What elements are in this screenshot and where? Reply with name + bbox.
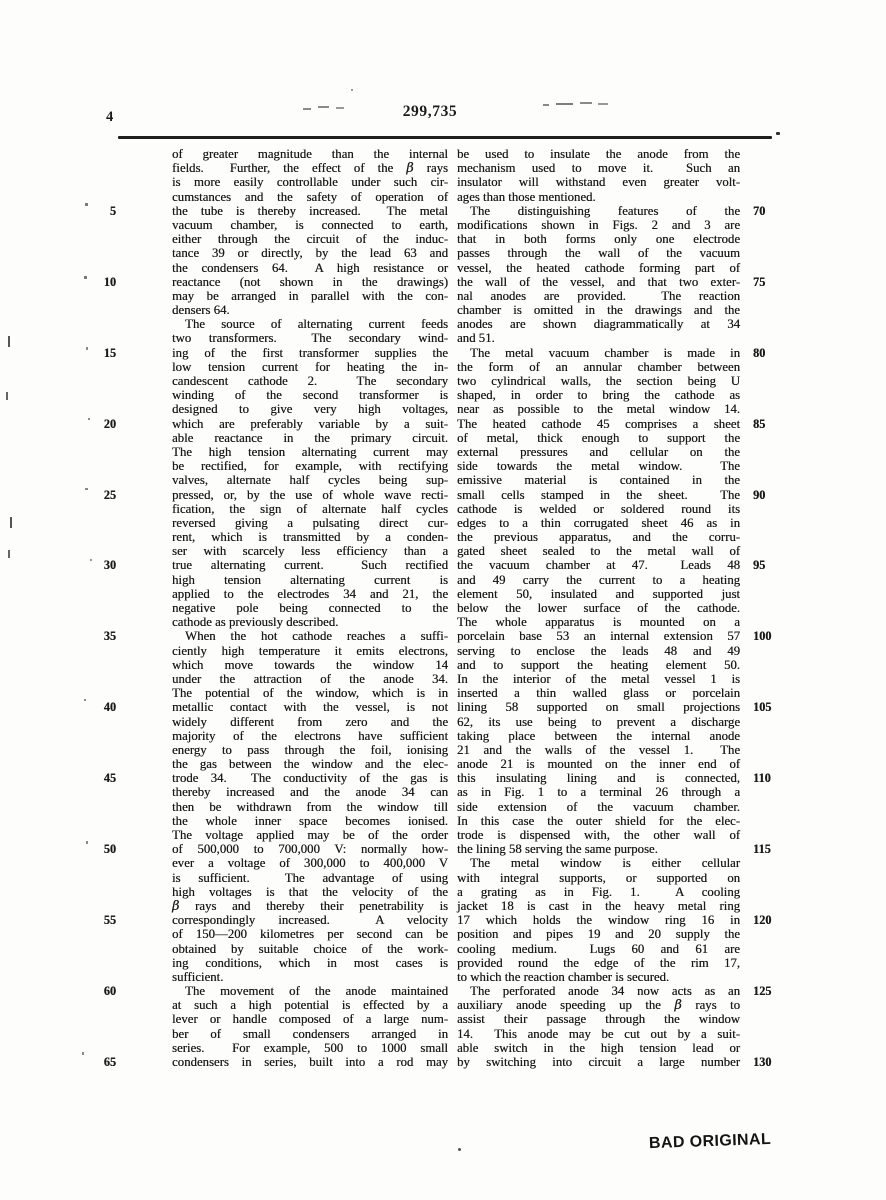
scan-artifact [84,276,87,279]
text-line: gated sheet sealed to the metal wall of [457,544,740,559]
text-line: chamber is omitted in the drawings and the [457,303,740,318]
line-number [88,530,116,544]
line-number [88,402,116,416]
text-line: lever or handle composed of a large num- [172,1012,448,1027]
text-line: ing of the first transformer supplies the [172,345,448,360]
line-number [753,431,783,445]
text-line: then be withdrawn from the window till [172,799,448,814]
line-number [88,388,116,402]
line-number [88,715,116,729]
line-number [753,1027,783,1041]
text-line: either through the circuit of the induc- [172,232,448,247]
scan-artifact [85,203,88,206]
line-number: 10 [103,274,116,289]
text-line: pressed, or, by the use of whole wave recti- [172,487,448,502]
text-line: of 500,000 to 700,000 V: normally how- [172,842,448,857]
text-line: side towards the metal window. The [457,459,740,474]
text-line: be rectified, for example, with rectifying [172,459,448,474]
line-number [88,261,116,275]
scan-artifact [88,418,90,420]
line-number [88,473,116,487]
line-number: 45 [103,771,116,786]
text-line: that in both forms only one electrode [457,232,740,247]
line-number [88,331,116,345]
text-line: The heated cathode 45 comprises a sheet [457,416,740,431]
text-line: ciently high temperature it emits electrons, [172,643,448,658]
line-number [753,374,783,388]
line-number: 40 [103,700,116,715]
text-line: sufficient. [172,969,224,984]
text-line: ing conditions, which in most cases is [172,955,448,970]
text-line: The source of alternating current feeds [185,317,448,332]
text-line: side extension of the vacuum chamber. [457,799,740,814]
right-column [457,147,740,1069]
line-number [88,303,116,317]
text-line: ber of small condensers arranged in [172,1026,448,1041]
text-line: In this case the outer shield for the elec- [457,813,740,828]
text-line: anode 21 is mounted on the inner end of [457,757,740,772]
line-number [753,970,783,984]
text-line: correspondingly increased. A velocity [172,913,448,928]
line-number [88,431,116,445]
scan-artifact [598,103,608,105]
line-number [753,785,783,799]
scan-artifact [8,336,10,347]
text-line: porcelain base 53 an internal extension 57 [457,629,740,644]
line-number [753,1041,783,1055]
line-number [88,1027,116,1041]
line-number [88,828,116,842]
line-number [753,729,783,743]
text-line: nal anodes are provided. The reaction [457,288,740,303]
line-number: 90 [753,487,766,502]
line-number: 75 [753,274,766,289]
text-line: shaped, in order to bring the cathode as [457,388,740,403]
line-number [753,615,783,629]
text-line: the vacuum chamber at 47. Leads 48 [457,558,740,573]
line-number: 25 [103,487,116,502]
left-column [172,147,448,1069]
bad-original-stamp: BAD ORIGINAL [648,1130,772,1153]
text-line: able switch in the high tension lead or [457,1040,740,1055]
line-number: 105 [753,700,772,715]
line-number [753,743,783,757]
text-line: which are preferably variable by a suit- [172,416,448,431]
line-number [88,814,116,828]
line-number: 70 [753,203,766,218]
page-number: 4 [106,109,114,125]
line-number [88,587,116,601]
text-line: the wall of the vessel, and that two exter- [457,274,740,289]
text-line: The metal vacuum chamber is made in [470,345,740,360]
text-line: of metal, thick enough to support the [457,430,740,445]
text-line: by switching into circuit a large number [457,1055,740,1069]
text-line: 21 and the walls of the vessel 1. The [457,742,740,757]
text-line: candescent cathode 2. The secondary [172,374,448,388]
line-number [88,686,116,700]
line-number: 55 [103,913,116,928]
scan-artifact [85,488,88,490]
text-line: passes through the wall of the vacuum [457,246,740,261]
line-number: 65 [103,1055,116,1069]
line-number [753,998,783,1012]
text-line: and 51. [457,331,495,346]
header-rule [118,136,772,139]
scan-artifact [86,347,88,350]
text-line: tance 39 or directly, by the lead 63 and [172,246,448,261]
line-number: 20 [103,416,116,431]
text-line: serving to enclose the leads 48 and 49 [457,643,740,658]
patent-number: 299,735 [402,103,458,120]
text-line: winding of the second transformer is [172,388,448,403]
line-number [88,970,116,984]
line-number: 30 [103,558,116,573]
header-rule-dot [776,132,780,135]
line-number [753,601,783,615]
text-line: of 150—200 kilometres per second can be [172,927,448,942]
line-number [88,856,116,870]
line-number: 85 [753,416,766,431]
text-line: element 50, insulated and supported just [457,586,740,601]
text-line: The perforated anode 34 now acts as an [470,984,740,999]
scan-artifact [90,559,92,561]
line-number: 50 [103,842,116,857]
text-line: The distinguishing features of the [470,203,740,218]
text-line: The movement of the anode maintained [185,984,448,999]
text-line: the form of an annular chamber between [457,359,740,374]
line-number [88,175,116,189]
line-number [88,885,116,899]
line-number [753,175,783,189]
line-number [753,814,783,828]
text-line: modifications shown in Figs. 2 and 3 are [457,217,740,232]
text-line: under the attraction of the anode 34. [172,671,448,686]
line-number [88,998,116,1012]
text-line: this insulating lining and is connected, [457,771,740,786]
text-line: valves, alternate half cycles being sup- [172,473,448,488]
text-line: thereby increased and the anode 34 can [172,785,448,800]
line-number [753,544,783,558]
text-line: cathode as previously described. [172,615,339,630]
scan-artifact [8,550,10,558]
line-number [88,246,116,260]
line-number [753,672,783,686]
line-number: 80 [753,345,766,360]
line-number [753,402,783,416]
scan-artifact [318,106,329,108]
line-number [88,956,116,970]
text-line: low tension current for heating the in- [172,359,448,374]
scan-artifact [458,1148,461,1151]
line-number [88,899,116,913]
text-line: The potential of the window, which is in [172,686,448,701]
text-line: ever a voltage of 300,000 to 400,000 V [172,856,448,871]
scan-artifact [82,1052,84,1055]
text-line: fields. Further, the effect of the β rays [172,161,448,177]
text-line: position and pipes 19 and 20 supply the [457,927,740,942]
text-line: The voltage applied may be of the order [172,828,448,842]
line-number [88,161,116,175]
text-line: In the interior of the metal vessel 1 is [457,671,740,686]
text-line: negative pole being connected to the [172,601,448,615]
text-line: reactance (not shown in the drawings) [172,274,448,289]
line-number [88,374,116,388]
line-number [88,942,116,956]
line-number [88,927,116,941]
line-number [753,261,783,275]
text-line: anodes are shown diagrammatically at 34 [457,317,740,332]
line-number [753,871,783,885]
text-line: 62, its use being to prevent a discharge [457,714,740,729]
text-line: edges to a thin corrugated sheet 46 as in [457,515,740,530]
text-line: a grating as in Fig. 1. A cooling [457,884,740,899]
line-number [88,459,116,473]
text-line: reversed giving a pulsating direct cur- [172,515,448,530]
line-number: 100 [753,629,772,644]
line-number [753,856,783,870]
line-number [88,871,116,885]
line-number [88,601,116,615]
text-line: auxiliary anode speeding up the β rays to [457,998,740,1014]
line-number: 35 [103,629,116,644]
text-line: and 49 carry the current to a heating [457,572,740,587]
line-number [753,757,783,771]
line-number: 60 [103,984,116,999]
line-number [753,246,783,260]
line-number: 125 [753,984,772,999]
text-line: β rays and thereby their penetrability is [172,898,448,914]
text-line: which move towards the window 14 [172,657,448,672]
line-number [88,658,116,672]
text-line: lining 58 supported on small projections [457,700,740,715]
line-number [753,942,783,956]
scan-artifact [303,108,311,110]
text-line: mechanism used to move it. Such an [457,161,740,176]
text-line: majority of the electrons have sufficient [172,728,448,743]
text-line: insulator will withstand even greater volt- [457,175,740,190]
text-line: The metal window is either cellular [470,856,740,871]
line-number [753,317,783,331]
line-number: 5 [109,203,116,218]
text-line: metallic contact with the vessel, is not [172,700,448,715]
scan-artifact [86,841,88,844]
line-number [753,658,783,672]
line-number: 15 [103,345,116,360]
text-line: cumstances and the safety of operation of [172,189,448,204]
line-number [88,289,116,303]
line-number [753,360,783,374]
line-number: 120 [753,913,772,928]
text-line: is more easily controllable under such cir- [172,175,448,190]
text-line: two transformers. The secondary wind- [172,331,448,346]
text-line: The whole apparatus is mounted on a [457,615,740,630]
text-line: the condensers 64. A high resistance or [172,260,448,275]
text-line: ages than those mentioned. [457,189,596,204]
line-number: 95 [753,558,766,573]
line-number [753,715,783,729]
scan-artifact [543,104,549,106]
text-line: below the lower surface of the cathode. [457,601,740,615]
text-line: trode 34. The conductivity of the gas is [172,771,448,786]
text-line: near as possible to the metal window 14. [457,402,740,417]
text-line: true alternating current. Such rectified [172,558,448,573]
text-line: may be arranged in parallel with the con- [172,288,448,303]
text-line: the previous apparatus, and the corru- [457,530,740,545]
text-line: small cells stamped in the sheet. The [457,487,740,502]
line-number [753,459,783,473]
text-line: and to support the heating element 50. [457,657,740,672]
line-number: 130 [753,1055,772,1069]
line-number [753,885,783,899]
text-line: the tube is thereby increased. The metal [172,203,448,218]
line-number [753,956,783,970]
text-line: to which the reaction chamber is secured. [457,969,670,984]
scan-artifact [6,392,8,400]
text-line: high voltages is that the velocity of the [172,884,448,899]
line-number: 115 [753,842,771,857]
text-line: with integral supports, or supported on [457,870,740,885]
line-number [753,644,783,658]
line-number [753,473,783,487]
line-number [88,317,116,331]
text-line: provided round the edge of the rim 17, [457,955,740,970]
text-line: applied to the electrodes 34 and 21, the [172,586,448,601]
text-line: emissive material is contained in the [457,473,740,488]
scan-artifact [84,699,86,701]
text-line: able reactance in the primary circuit. [172,430,448,445]
line-number [753,289,783,303]
scan-artifact [556,103,573,105]
text-line: The high tension alternating current may [172,444,448,459]
text-line: taking place between the internal anode [457,728,740,743]
line-number [88,785,116,799]
right-line-numbers [753,147,783,1069]
line-number [753,686,783,700]
text-line: designed to give very high voltages, [172,402,448,417]
line-number [753,800,783,814]
line-number [753,388,783,402]
line-number [753,147,783,161]
line-number [88,502,116,516]
line-number [753,502,783,516]
line-number [753,1012,783,1026]
line-number [88,573,116,587]
text-line: ser with scarcely less efficiency than a [172,544,448,559]
text-line: at such a high potential is effected by a [172,998,448,1013]
text-line: cooling medium. Lugs 60 and 61 are [457,941,740,956]
text-line: as in Fig. 1 to a terminal 26 through a [457,785,740,800]
text-line: external pressures and cellular on the [457,444,740,459]
line-number [88,800,116,814]
text-line: condensers in series, built into a rod may [172,1055,448,1069]
line-number [88,644,116,658]
text-line: jacket 18 is cast in the heavy metal ring [457,898,740,913]
line-number [753,190,783,204]
text-line: fication, the sign of alternate half cycles [172,501,448,516]
text-line: the gas between the window and the elec- [172,757,448,772]
line-number [88,516,116,530]
line-number [88,360,116,374]
scan-artifact [580,102,592,104]
line-number [753,587,783,601]
text-line: trode is dispensed with, the other wall of [457,828,740,842]
line-number [88,1012,116,1026]
line-number [88,743,116,757]
text-line: 17 which holds the window ring 16 in [457,913,740,928]
line-number [753,218,783,232]
line-number [88,232,116,246]
line-number [88,190,116,204]
text-line: cathode is welded or soldered round its [457,501,740,516]
line-number [88,672,116,686]
text-line: 14. This anode may be cut out by a suit- [457,1026,740,1041]
line-number [88,218,116,232]
text-line: is sufficient. The advantage of using [172,870,448,885]
text-line: of greater magnitude than the internal [172,147,448,161]
line-number [753,927,783,941]
text-line: densers 64. [172,303,230,318]
text-line: the whole inner space becomes ionised. [172,813,448,828]
line-number [753,899,783,913]
line-number [753,445,783,459]
line-number [753,530,783,544]
text-line: When the hot cathode reaches a suffi- [185,629,448,644]
line-number: 110 [753,771,771,786]
line-number [753,232,783,246]
text-line: inserted a thin walled glass or porcelain [457,686,740,701]
scan-artifact [351,89,353,91]
text-line: the lining 58 serving the same purpose. [457,842,658,857]
text-line: widely different from zero and the [172,714,448,729]
line-number [753,303,783,317]
line-number [753,573,783,587]
line-number [753,331,783,345]
text-line: rent, which is transmitted by a conden- [172,530,448,545]
line-number [88,544,116,558]
text-line: series. For example, 500 to 1000 small [172,1040,448,1055]
left-line-numbers [88,147,116,1069]
line-number [753,516,783,530]
line-number [753,161,783,175]
line-number [88,1041,116,1055]
line-number [753,828,783,842]
line-number [88,729,116,743]
scan-artifact [10,517,12,528]
text-line: be used to insulate the anode from the [457,147,740,161]
text-line: energy to pass through the foil, ionising [172,742,448,757]
text-line: obtained by suitable choice of the work- [172,941,448,956]
text-line: two cylindrical walls, the section being U [457,374,740,388]
line-number [88,757,116,771]
text-line: high tension alternating current is [172,572,448,587]
line-number [88,147,116,161]
line-number [88,615,116,629]
line-number [88,445,116,459]
text-line: assist their passage through the window [457,1012,740,1027]
text-line: vessel, the heated cathode forming part of [457,260,740,275]
text-line: vacuum chamber, is connected to earth, [172,217,448,232]
scan-artifact [336,107,344,109]
